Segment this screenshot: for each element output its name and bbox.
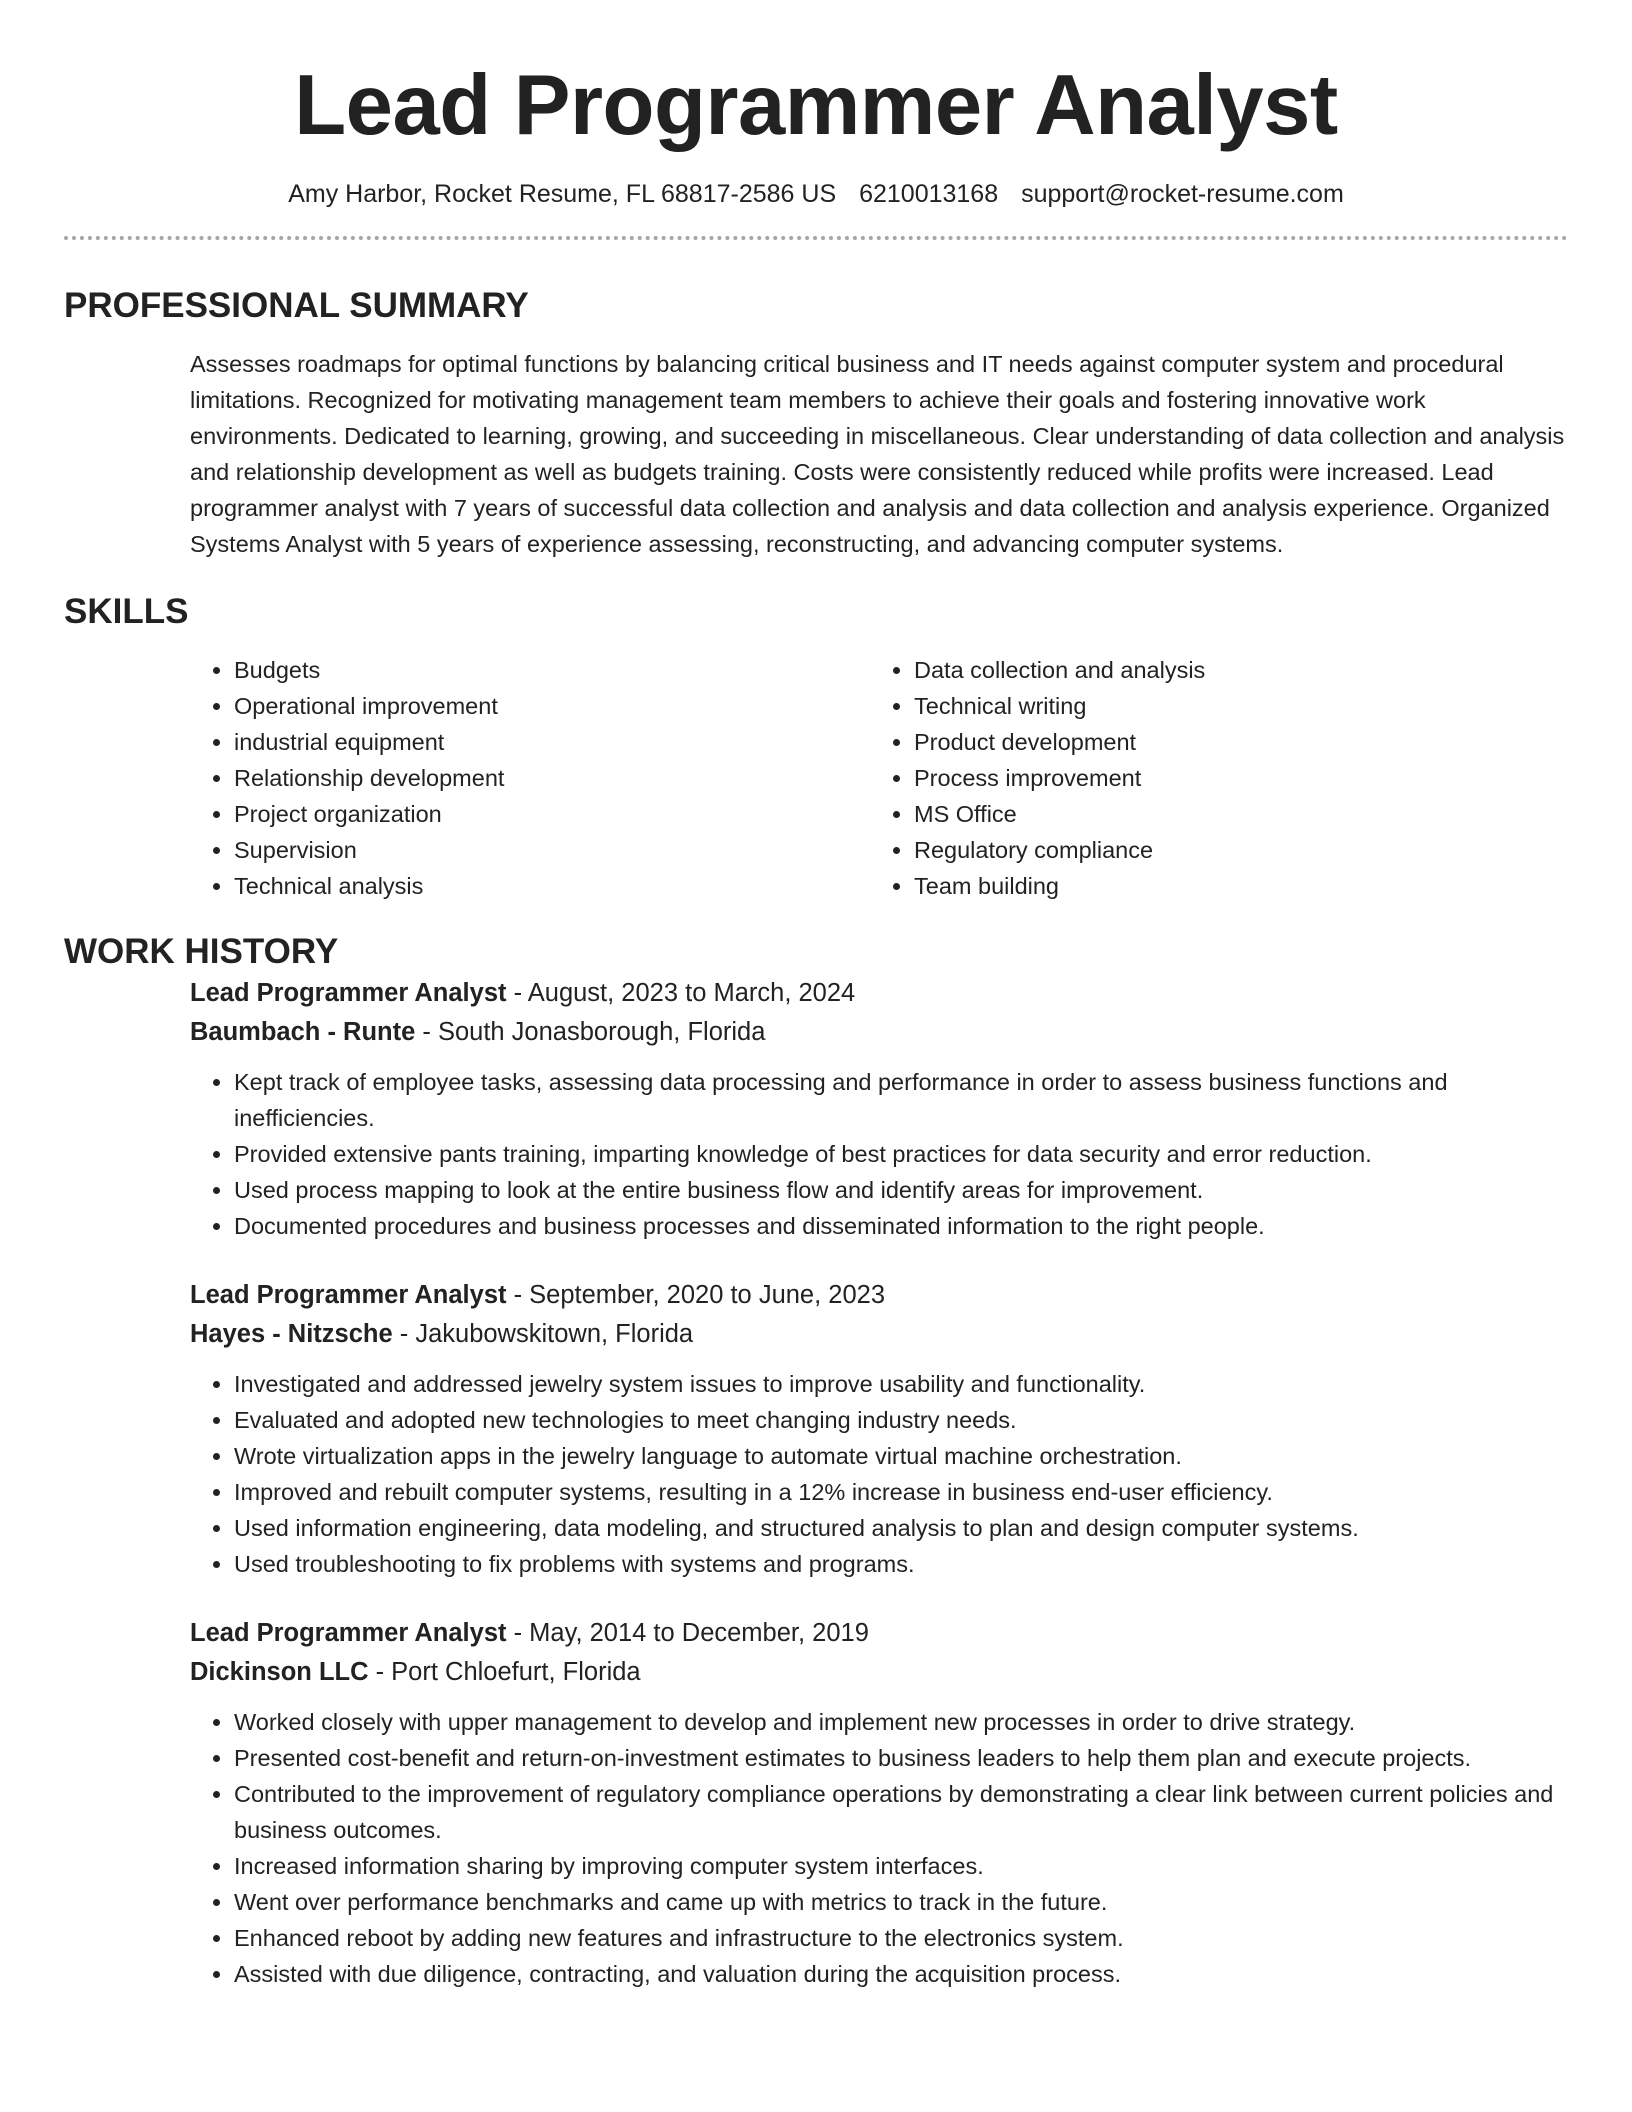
- page-title: Lead Programmer Analyst: [294, 58, 1338, 153]
- job-bullets: [190, 1704, 1568, 1992]
- job-bullet: • Improved and rebuilt computer systems, resulting in a 12% increase in business end-user efficiency.: [234, 1474, 1568, 1510]
- skill-item: • Project organization: [234, 796, 870, 832]
- job-title-line: [190, 1614, 1568, 1653]
- skill-item: • Technical analysis: [234, 868, 870, 904]
- skill-item: • Budgets: [234, 652, 870, 688]
- job-company: Baumbach - Runte: [190, 1018, 416, 1046]
- job-bullets: [190, 1366, 1568, 1582]
- job-bullet: • Provided extensive pants training, imparting knowledge of best practices for data security and error reduction.: [234, 1136, 1568, 1172]
- skill-item: • Regulatory compliance: [914, 832, 1550, 868]
- job-bullet: • Used troubleshooting to fix problems with systems and programs.: [234, 1546, 1568, 1582]
- job-location: - South Jonasborough, Florida: [415, 1018, 766, 1046]
- skill-item: • Process improvement: [914, 760, 1550, 796]
- job-company: Dickinson LLC: [190, 1658, 369, 1686]
- summary-text: Assesses roadmaps for optimal functions by balancing critical business and IT needs against computer system and procedural limitations. Recognized for motivating management team members to achieve their goals and fostering innovative work environments. Dedicated to learning, growing, and succeeding in miscellaneous. Clear understanding of data collection and analysis and relationship development as well as budgets training. Costs were consistently reduced while profits were increased. Lead programmer analyst with 7 years of successful data collection and analysis and data collection and analysis experience. Organized Systems Analyst with 5 years of experience assessing, reconstructing, and advancing computer systems.: [190, 351, 1565, 557]
- job-bullet: • Used information engineering, data modeling, and structured analysis to plan and design computer systems.: [234, 1510, 1568, 1546]
- job-bullet: • Worked closely with upper management to develop and implement new processes in order to drive strategy.: [234, 1704, 1568, 1740]
- job-bullets: [190, 1064, 1568, 1244]
- skill-item: • MS Office: [914, 796, 1550, 832]
- job-bullet: • Evaluated and adopted new technologies to meet changing industry needs.: [234, 1402, 1568, 1438]
- job-company-line: [190, 1013, 1568, 1052]
- job-bullet: • Presented cost-benefit and return-on-investment estimates to business leaders to help them plan and execute projects.: [234, 1740, 1568, 1776]
- skill-item: • Relationship development: [234, 760, 870, 796]
- job-location: - Port Chloefurt, Florida: [368, 1658, 641, 1686]
- contact-email: support@rocket-resume.com: [1021, 180, 1344, 208]
- job-bullet: • Wrote virtualization apps in the jewelry language to automate virtual machine orchestration.: [234, 1438, 1568, 1474]
- job-company-line: [190, 1315, 1568, 1354]
- contact-phone: 6210013168: [859, 180, 999, 208]
- section-title-work-history: WORK HISTORY: [64, 932, 339, 971]
- job-bullet: • Kept track of employee tasks, assessing data processing and performance in order to assess business functions and inefficiencies.: [234, 1064, 1568, 1136]
- job-bullet: • Used process mapping to look at the entire business flow and identify areas for improvement.: [234, 1172, 1568, 1208]
- skill-item: • Team building: [914, 868, 1550, 904]
- job-role: Lead Programmer Analyst: [190, 979, 507, 1007]
- job-bullet: • Went over performance benchmarks and came up with metrics to track in the future.: [234, 1884, 1568, 1920]
- job-entry: [190, 1276, 1568, 1582]
- job-entry: [190, 974, 1568, 1244]
- skills-column-left: [190, 652, 870, 904]
- job-location: - Jakubowskitown, Florida: [392, 1320, 694, 1348]
- job-bullet: • Enhanced reboot by adding new features and infrastructure to the electronics system.: [234, 1920, 1568, 1956]
- skill-item: • Operational improvement: [234, 688, 870, 724]
- job-title-line: [190, 1276, 1568, 1315]
- skills-list: [190, 652, 1568, 904]
- job-company-line: [190, 1653, 1568, 1692]
- skill-item: • Product development: [914, 724, 1550, 760]
- job-entry: [190, 1614, 1568, 1992]
- skill-item: • Data collection and analysis: [914, 652, 1550, 688]
- section-title-skills: SKILLS: [64, 592, 189, 631]
- job-dates: - September, 2020 to June, 2023: [506, 1281, 886, 1309]
- job-role: Lead Programmer Analyst: [190, 1619, 507, 1647]
- skill-item: • Technical writing: [914, 688, 1550, 724]
- job-bullet: • Assisted with due diligence, contracting, and valuation during the acquisition process.: [234, 1956, 1568, 1992]
- section-title-summary: PROFESSIONAL SUMMARY: [64, 286, 529, 325]
- skills-column-right: [870, 652, 1550, 904]
- contact-address: Amy Harbor, Rocket Resume, FL 68817-2586 US: [288, 180, 837, 208]
- contact-line: [64, 178, 1568, 210]
- job-dates: - May, 2014 to December, 2019: [506, 1619, 869, 1647]
- job-bullet: • Investigated and addressed jewelry system issues to improve usability and functionality.: [234, 1366, 1568, 1402]
- job-company: Hayes - Nitzsche: [190, 1320, 393, 1348]
- header-divider: [64, 236, 1568, 240]
- job-bullet: • Increased information sharing by improving computer system interfaces.: [234, 1848, 1568, 1884]
- job-title-line: [190, 974, 1568, 1013]
- job-bullet: • Contributed to the improvement of regulatory compliance operations by demonstrating a clear link between current policies and business outcomes.: [234, 1776, 1568, 1848]
- skill-item: • Supervision: [234, 832, 870, 868]
- job-bullet: • Documented procedures and business processes and disseminated information to the right people.: [234, 1208, 1568, 1244]
- job-role: Lead Programmer Analyst: [190, 1281, 507, 1309]
- skill-item: • industrial equipment: [234, 724, 870, 760]
- job-dates: - August, 2023 to March, 2024: [506, 979, 856, 1007]
